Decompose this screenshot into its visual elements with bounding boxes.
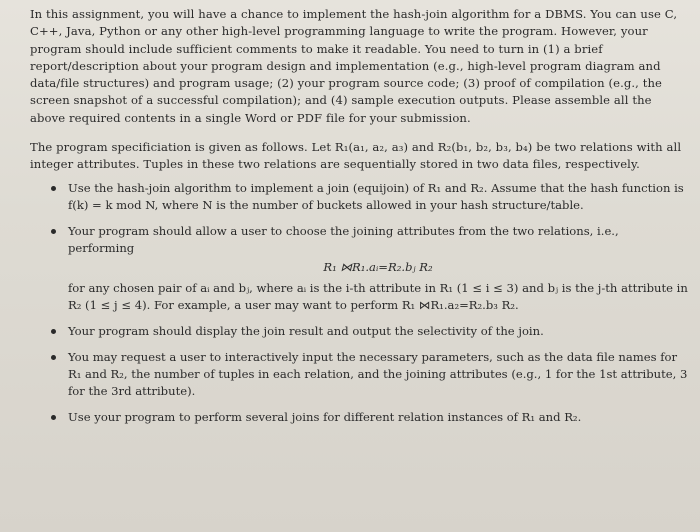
list-item-text: You may request a user to interactively input the necessary parameters, such as the data file names for R₁ and R₂, the number of tuples in each relation, and the joining attributes (e.g., 1 for the 1st attribute, 3 for the 3rd attribute). xyxy=(68,349,688,398)
list-item xyxy=(68,323,688,340)
list-item xyxy=(68,180,688,214)
intro-paragraph: In this assignment, you will have a chance to implement the hash-join algorithm for a DBMS. You can use C, C++, Java, Python or any other high-level programming language to write the program. However, your program should include sufficient comments to make it readable. You need to turn in (1) a brief report/description about your program design and implementation (e.g., high-level program diagram and data/file structures) and program usage; (2) your program source code; (3) proof of compilation (e.g., the screen snapshot of a successful compilation); and (4) sample execution outputs. Please assemble all the above required contents in a single Word or PDF file for your submission. xyxy=(30,7,678,125)
bullet-icon xyxy=(51,186,56,191)
list-item-text: Use your program to perform several joins for different relation instances of R₁ and R₂. xyxy=(68,409,582,424)
list-item-text: Your program should allow a user to choose the joining attributes from the two relations, i.e., performing xyxy=(68,223,619,255)
specification-paragraph: The program specificiation is given as follows. Let R₁(a₁, a₂, a₃) and R₂(b₁, b₂, b₃, b₄) be two relations with all integer attributes. Tuples in these two relations are sequentially stored in two data files, respectively. xyxy=(30,140,682,172)
bullet-icon xyxy=(51,415,56,420)
join-formula: R₁ ⋈R₁.aᵢ=R₂.bⱼ R₂ xyxy=(323,259,433,274)
list-item-text: Use the hash-join algorithm to implement a join (equijoin) of R₁ and R₂. Assume that the hash function is f(k) = k mod N, where N is the number of buckets allowed in your hash structure/table. xyxy=(68,180,684,212)
list-item xyxy=(68,223,688,314)
list-item-text: Your program should display the join result and output the selectivity of the join. xyxy=(68,323,544,338)
bullet-icon xyxy=(51,329,56,334)
list-item xyxy=(68,349,688,400)
list-item xyxy=(68,409,688,426)
bullet-icon xyxy=(51,229,56,234)
list-item-text-continued: for any chosen pair of aᵢ and bⱼ, where aᵢ is the i-th attribute in R₁ (1 ≤ i ≤ 3) and bⱼ is the j-th attribute in R₂ (1 ≤ j ≤ 4). For example, a user may want to perform R₁ ⋈R₁.a₂=R₂.b₃ R₂. xyxy=(68,280,688,312)
bullet-icon xyxy=(51,355,56,360)
requirements-list xyxy=(30,180,688,426)
